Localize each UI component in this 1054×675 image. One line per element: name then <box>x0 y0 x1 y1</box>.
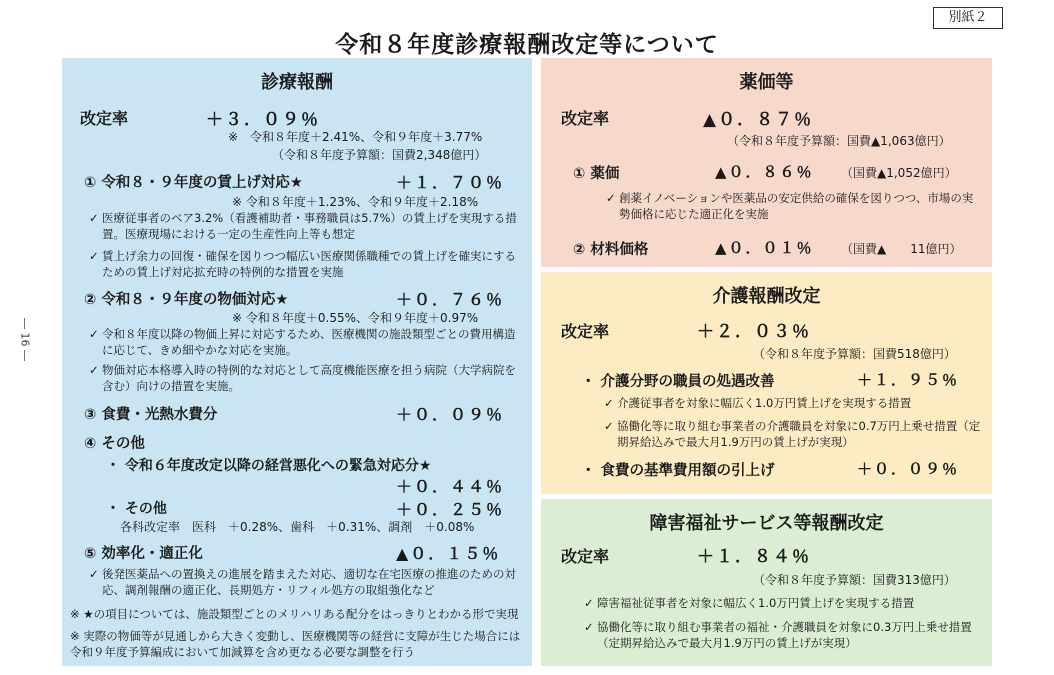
care-item1-bullet: ✓ 介護従事者を対象に幅広く1.0万円賃上げを実現する措置 <box>604 396 912 410</box>
check-icon: ✓ <box>584 596 594 610</box>
drug-item2-label: ② 材料価格 <box>573 242 649 258</box>
item4-sub2-note: 各科改定率 医科 ＋0.28%、歯科 ＋0.31%、調剤 ＋0.08% <box>120 520 475 534</box>
disability-rate-note: （令和８年度予算額：国費313億円） <box>753 573 956 587</box>
item2-value: ＋０．７６％ <box>396 290 505 309</box>
drug-item2-note: （国費▲ 11億円） <box>841 242 962 256</box>
disability-rate-value: ＋１．８４％ <box>697 547 811 567</box>
care-item2-label: ・ 食費の基準費用額の引上げ <box>581 463 775 479</box>
page-title: 令和８年度診療報酬改定等について <box>335 32 719 58</box>
item4-sub2-label: ・ その他 <box>106 501 167 517</box>
drug-rate-note: （令和８年度予算額：国費▲1,063億円） <box>727 134 951 148</box>
disability-heading: 障害福祉サービス等報酬改定 <box>649 513 884 534</box>
item3-label: ③ 食費・光熱水費分 <box>84 407 218 423</box>
care-rate-label: 改定率 <box>561 322 610 341</box>
item1-bullet: ✓ 賃上げ余力の回復・確保を図りつつ幅広い医療関係職種での賃上げを確実にするための賃上げ対応拡充時の特例的な措置を実施 <box>89 249 516 279</box>
care-rate-note: （令和８年度予算額：国費518億円） <box>753 347 956 361</box>
drug-item1-value: ▲０．８６％ <box>715 163 814 181</box>
medical-fee-panel <box>62 58 532 666</box>
check-icon: ✓ <box>89 567 99 581</box>
drug-item1-bullet: ✓ 創薬イノベーションや医薬品の安定供給の確保を図りつつ、市場の実勢価格に応じた適正化を実施 <box>606 191 974 221</box>
check-icon: ✓ <box>606 191 616 205</box>
check-icon: ✓ <box>89 211 99 225</box>
medical-heading: 診療報酬 <box>261 72 333 93</box>
check-icon: ✓ <box>604 396 614 410</box>
item2-bullet: ✓ 令和８年度以降の物価上昇に対応するため、医療機関の施設類型ごとの費用構造に応じて、きめ細やかな対応を実施。 <box>89 327 516 357</box>
drug-price-panel <box>541 58 992 267</box>
disability-bullet: ✓ 協働化等に取り組む事業者の福祉・介護職員を対象に0.3万円上乗せ措置（定期昇給込みで最大月1.9万円の賃上げが実現） <box>584 620 972 650</box>
item5-bullet: ✓ 後発医薬品への置換えの進展を踏まえた対応、適切な在宅医療の推進のための対応、調剤報酬の適正化、長期処方・リフィル処方の取組強化など <box>89 567 516 597</box>
item3-value: ＋０．０９％ <box>396 405 505 424</box>
care-item1-label: ・ 介護分野の職員の処遇改善 <box>581 374 775 390</box>
footnote-star: ※ ★の項目については、施設類型ごとのメリハリある配分をはっきりとわかる形で実現 <box>70 607 519 621</box>
medical-budget-note: （令和８年度予算額：国費2,348億円） <box>272 148 487 162</box>
disability-fee-panel <box>541 499 992 666</box>
drug-heading: 薬価等 <box>739 72 794 93</box>
check-icon: ✓ <box>604 419 614 433</box>
page-number: ― 16 ― <box>18 318 32 361</box>
drug-rate-label: 改定率 <box>561 109 610 128</box>
item2-note: ※ 令和８年度＋0.55%、令和９年度＋0.97% <box>232 311 479 325</box>
care-item2-value: ＋０．０９％ <box>857 460 960 478</box>
check-icon: ✓ <box>89 249 99 263</box>
item4-label: ④ その他 <box>84 436 145 452</box>
item1-label: ① 令和８・９年度の賃上げ対応★ <box>84 175 303 191</box>
item1-value: ＋１．７０％ <box>396 173 505 192</box>
care-fee-panel <box>541 272 992 494</box>
item4-sub1-label: ・ 令和６年度改定以降の経営悪化への緊急対応分★ <box>106 458 432 474</box>
disability-rate-label: 改定率 <box>561 547 610 566</box>
item2-label: ② 令和８・９年度の物価対応★ <box>84 292 289 308</box>
item5-label: ⑤ 効率化・適正化 <box>84 546 203 562</box>
item4-sub2-value: ＋０．２５％ <box>396 500 505 519</box>
care-item1-bullet: ✓ 協働化等に取り組む事業者の介護職員を対象に0.7万円上乗せ措置（定期昇給込みで最大月1.9万円の賃上げが実現） <box>604 419 981 449</box>
care-item1-value: ＋１．９５％ <box>857 371 960 389</box>
disability-bullet: ✓ 障害福祉従事者を対象に幅広く1.0万円賃上げを実現する措置 <box>584 596 915 610</box>
medical-rate-label: 改定率 <box>80 109 129 128</box>
medical-rate-value: ＋３．０９％ <box>206 110 320 130</box>
care-heading: 介護報酬改定 <box>712 286 821 307</box>
drug-item1-note: （国費▲1,052億円） <box>841 166 957 180</box>
item1-bullet: ✓ 医療従事者のベア3.2%（看護補助者・事務職員は5.7%）の賃上げを実現する措置。医療現場における一定の生産性向上等も想定 <box>89 211 517 241</box>
drug-rate-value: ▲０．８７％ <box>703 110 814 130</box>
item1-note: ※ 令和８年度＋1.23%、令和９年度＋2.18% <box>232 195 479 209</box>
check-icon: ✓ <box>584 620 594 634</box>
item4-sub1-value: ＋０．４４％ <box>396 477 505 496</box>
drug-item2-value: ▲０．０１％ <box>715 239 814 257</box>
item2-bullet: ✓ 物価対応本格導入時の特例的な対応として高度機能医療を担う病院（大学病院を含む）向けの措置を実施。 <box>89 363 516 393</box>
check-icon: ✓ <box>89 327 99 341</box>
check-icon: ✓ <box>89 363 99 377</box>
item5-value: ▲０．１５％ <box>396 544 501 563</box>
footnote-adjustment: ※ 実際の物価等が見通しから大きく変動し、医療機関等の経営に支障が生じた場合には令和９年度予算編成において加減算を含め更なる必要な調整を行う <box>70 629 521 659</box>
attachment-tag: 別紙２ <box>933 7 1003 29</box>
medical-rate-note: ※ 令和８年度＋2.41%、令和９年度＋3.77% <box>228 130 483 144</box>
care-rate-value: ＋２．０３％ <box>697 322 811 342</box>
drug-item1-label: ① 薬価 <box>573 166 620 182</box>
